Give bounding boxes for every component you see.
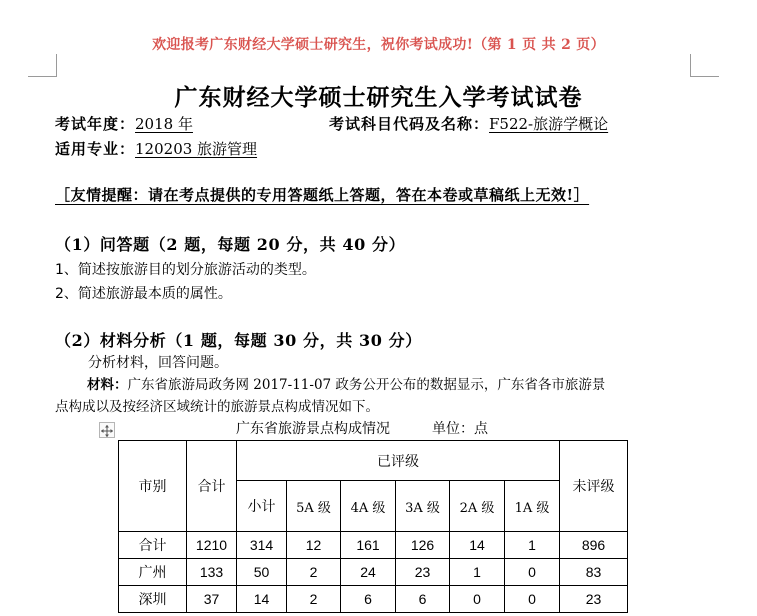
cell-5a: 2 (287, 586, 341, 613)
scenic-spots-table (118, 440, 628, 613)
cell-4a: 6 (341, 586, 396, 613)
exam-major-value: 120203 旅游管理 (135, 140, 258, 158)
header-1a: 1A 级 (505, 481, 560, 532)
header-subtotal: 小计 (237, 481, 287, 532)
exam-major-line (55, 138, 257, 159)
table-row (119, 586, 628, 613)
answer-reminder: ［友情提醒：请在考点提供的专用答题纸上答题，答在本卷或草稿纸上无效!］ (55, 186, 590, 204)
margin-corner-right (690, 54, 719, 77)
material-line-1: 广东省旅游局政务网 2017-11-07 政务公开公布的数据显示，广东省各市旅游景 (127, 377, 606, 393)
exam-major-label: 适用专业： (55, 140, 136, 158)
cell-1a: 0 (505, 559, 560, 586)
material-label: 材料： (87, 377, 128, 393)
material-paragraph (55, 374, 695, 418)
exam-subject-label: 考试科目代码及名称： (329, 115, 490, 133)
move-arrows-icon (100, 424, 114, 438)
cell-unrated: 83 (560, 559, 628, 586)
header-total: 合计 (187, 441, 237, 532)
margin-corner-left (28, 54, 57, 77)
material-line-2: 点构成以及按经济区域统计的旅游景点构成情况如下。 (55, 399, 379, 415)
table-caption (236, 418, 488, 438)
page-header-note: 欢迎报考广东财经大学硕士研究生，祝你考试成功!（第 1 页 共 2 页） (152, 37, 605, 53)
question-1: 1、简述按旅游目的划分旅游活动的类型。 (55, 262, 316, 278)
cell-subtotal: 14 (237, 586, 287, 613)
exam-year-line (55, 113, 193, 134)
exam-subject-value: F522-旅游学概论 (489, 115, 609, 133)
cell-3a: 23 (396, 559, 450, 586)
cell-2a: 14 (450, 532, 505, 559)
exam-year-value: 2018 年 (135, 115, 193, 133)
cell-3a: 126 (396, 532, 450, 559)
table-caption-title: 广东省旅游景点构成情况 (236, 421, 390, 437)
cell-unrated: 23 (560, 586, 628, 613)
exam-subject-line (329, 113, 608, 134)
cell-4a: 24 (341, 559, 396, 586)
cell-subtotal: 50 (237, 559, 287, 586)
exam-year-label: 考试年度： (55, 115, 136, 133)
header-5a: 5A 级 (287, 481, 341, 532)
exam-title: 广东财经大学硕士研究生入学考试试卷 (174, 84, 583, 111)
row-city: 广州 (119, 559, 187, 586)
header-city: 市别 (119, 441, 187, 532)
row-city: 合计 (119, 532, 187, 559)
cell-subtotal: 314 (237, 532, 287, 559)
table-move-handle[interactable] (99, 422, 115, 438)
header-rated: 已评级 (237, 441, 560, 481)
header-3a: 3A 级 (396, 481, 450, 532)
cell-2a: 1 (450, 559, 505, 586)
question-2: 2、简述旅游最本质的属性。 (55, 286, 232, 302)
cell-2a: 0 (450, 586, 505, 613)
section-1-heading: （1）问答题（2 题，每题 20 分，共 40 分） (55, 235, 406, 254)
table-row (119, 532, 628, 559)
section-2-heading: （2）材料分析（1 题，每题 30 分，共 30 分） (55, 331, 422, 350)
cell-5a: 12 (287, 532, 341, 559)
cell-total: 1210 (187, 532, 237, 559)
cell-total: 37 (187, 586, 237, 613)
cell-1a: 0 (505, 586, 560, 613)
cell-3a: 6 (396, 586, 450, 613)
header-unrated: 未评级 (560, 441, 628, 532)
cell-1a: 1 (505, 532, 560, 559)
cell-4a: 161 (341, 532, 396, 559)
cell-5a: 2 (287, 559, 341, 586)
table-row (119, 559, 628, 586)
header-4a: 4A 级 (341, 481, 396, 532)
cell-total: 133 (187, 559, 237, 586)
table-unit: 单位：点 (432, 421, 488, 437)
cell-unrated: 896 (560, 532, 628, 559)
section-2-instruction: 分析材料，回答问题。 (88, 355, 228, 371)
row-city: 深圳 (119, 586, 187, 613)
header-2a: 2A 级 (450, 481, 505, 532)
